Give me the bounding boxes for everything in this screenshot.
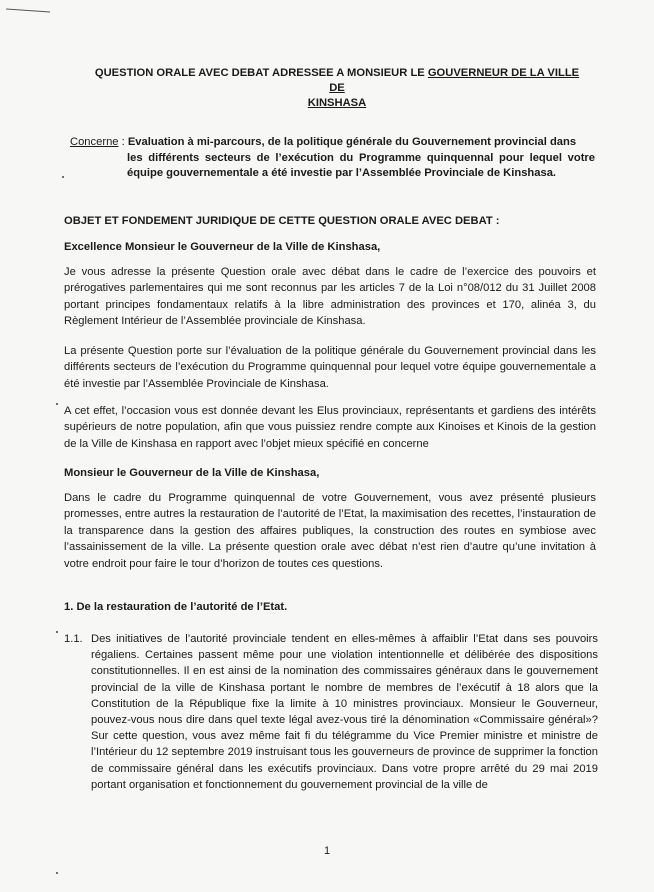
document-title: [90, 66, 584, 111]
title-underlined-1: GOUVERNEUR DE LA VILLE DE: [329, 67, 580, 94]
section-heading: OBJET ET FONDEMENT JURIDIQUE DE CETTE QUESTION ORALE AVEC DEBAT :: [64, 215, 500, 227]
point-1-1-number: 1.1.: [64, 633, 83, 645]
title-part-1: QUESTION ORALE AVEC DEBAT ADRESSEE A MONSIEUR LE: [94, 67, 428, 79]
salutation-2: Monsieur le Gouverneur de la Ville de Kinshasa,: [64, 467, 320, 479]
paragraph-4: Dans le cadre du Programme quinquennal de votre Gouvernement, vous avez présenté plusieurs promesses, entre autres la restauration de l’autorité de l’Etat, la maximisation des recettes, l’instauration de la transparence dans la gestion des affaires publiques, la construction des routes en symbiose avec l’assainissement de la ville. La présente question orale avec débat n’est rien d’autre qu’une invitation à votre endroit pour faire le tour d’horizon de toutes ces questions.: [64, 492, 596, 570]
concerne-label: Concerne: [70, 136, 119, 148]
scan-speck: [56, 631, 58, 633]
point-1-1-text: Des initiatives de l’autorité provinciale tendent en elles-mêmes à affaiblir l’Etat dans ses pouvoirs régaliens. Certaines passent même pour une violation intentionnelle et délibérée des dispositions constitutionnelles. Il en est ainsi de la nomination des commissaires généraux dans le gouvernement provincial de la ville de Kinshasa portant le nombre de membres de l’exécutif à 18 alors que la Constitution de la République fixe la limite à 10 ministres provinciaux. Monsieur le Gouverneur, pouvez-vous nous dire dans quel texte légal avez-vous tiré la dénomination «Commissaire général»? Sur cette question, vous avez même fait fi du télégramme du Vice Premier ministre et ministre de l’Intérieur du 12 septembre 2019 instruisant tous les gouverneurs de province de supprimer la fonction de commissaire général dans les exécutifs provinciaux. Dans votre propre arrêté du 29 mai 2019 portant organisation et fonctionnement du gouvernement provincial de la ville de: [91, 633, 598, 791]
paragraph-1: Je vous adresse la présente Question orale avec débat dans le cadre de l’exercice des pouvoirs et prérogatives parlementaires qui me sont reconnus par les articles 7 de la Loi n°08/012 du 31 Juillet 2008 portant principes fondamentaux relatifs à la libre administration des provinces et 170, alinéa 3, du Règlement Intérieur de l’Assemblée provinciale de Kinshasa.: [64, 266, 596, 328]
page-number: 1: [323, 845, 331, 857]
concerne-continuation: les différents secteurs de l’exécution du Programme quinquennal pour lequel votre équipe gouvernementale a été investie par l’Assemblée Provinciale de Kinshasa.: [127, 151, 595, 179]
salutation-1: Excellence Monsieur le Gouverneur de la Ville de Kinshasa,: [64, 241, 381, 253]
concerne-first-line: Evaluation à mi-parcours, de la politique générale du Gouvernement provincial dans: [127, 136, 577, 148]
title-underlined-2: KINSHASA: [307, 97, 367, 109]
point-1-heading: 1. De la restauration de l’autorité de l’Etat.: [64, 601, 288, 613]
scan-mark: [6, 8, 50, 15]
scan-speck: [56, 872, 58, 874]
scan-speck: [56, 403, 58, 405]
paragraph-3: A cet effet, l’occasion vous est donnée devant les Elus provinciaux, représentants et gardiens des intérêts supérieurs de notre population, afin que vous puissiez rendre compte aux Kinoises et Kinois de la gestion de la Ville de Kinshasa en rapport avec l’objet mieux spécifié en concerne: [64, 405, 596, 450]
scan-speck: [62, 176, 64, 178]
paragraph-2: La présente Question porte sur l’évaluation de la politique générale du Gouvernement provincial dans les différents secteurs de l’exécution du Programme quinquennal pour lequel votre équipe gouvernementale a été investie par l’Assemblée Provinciale de Kinshasa.: [64, 345, 596, 390]
concerne-block: [70, 135, 595, 182]
concerne-separator: :: [118, 136, 128, 148]
point-1-1: [64, 631, 598, 793]
